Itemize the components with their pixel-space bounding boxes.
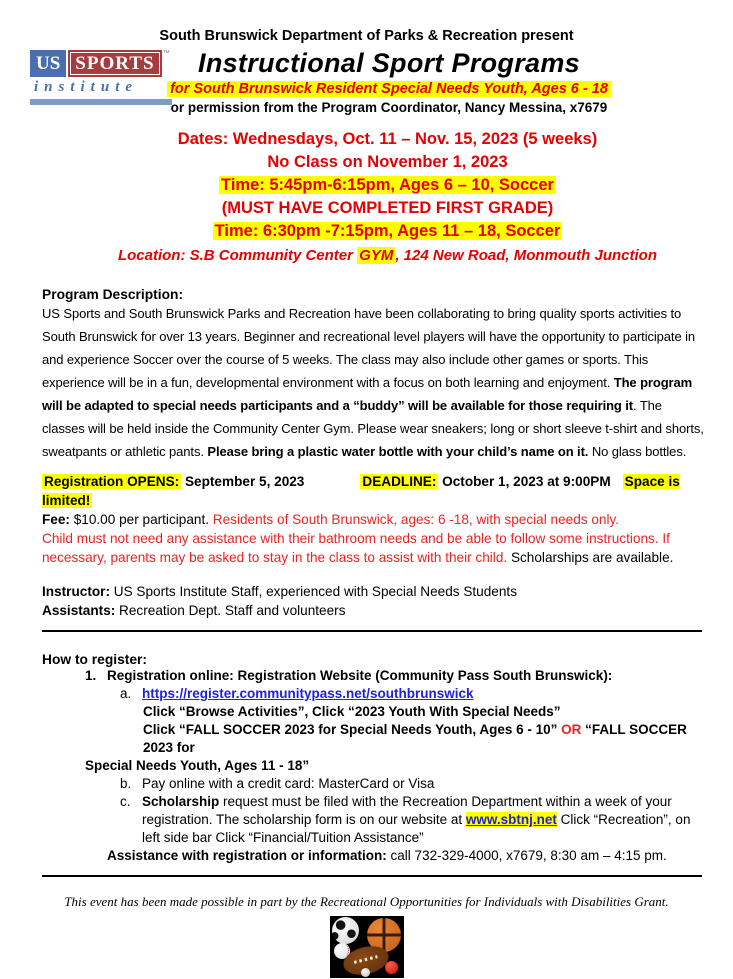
grade-note-line: (MUST HAVE COMPLETED FIRST GRADE) (221, 199, 554, 217)
assistants-line (42, 601, 705, 620)
location-post: , 124 New Road, Monmouth Junction (395, 247, 658, 264)
fee-restriction: Residents of South Brunswick, ages: 6 -18, with special needs only. (212, 512, 620, 527)
fall-soccer-pre: Click “FALL SOCCER 2023 for Special Needs Youth, Ages 6 - 10” (143, 722, 562, 737)
divider (42, 630, 702, 632)
subtitle-line (45, 80, 733, 98)
fall-soccer-wrap-text: Special Needs Youth, Ages 11 - 18” (85, 758, 310, 773)
subtitle-highlight: for South Brunswick Resident Special Needs Youth, Ages 6 - 18 (167, 81, 611, 97)
list-letter-c: c. (120, 794, 131, 809)
location-gym-highlight: GYM (359, 247, 394, 264)
list-item-a (120, 685, 705, 703)
logo-us-box: US (30, 50, 66, 77)
fee-label: Fee: (42, 512, 70, 527)
list-letter-b: b. (120, 776, 132, 791)
logo-sports-box: SPORTS (68, 50, 161, 77)
scholarship-text-2: Click “Recreation”, on left side bar Click “Financial/Tuition Assistance” (142, 812, 691, 845)
list-item-1 (85, 667, 705, 685)
red-ball-icon (385, 961, 398, 974)
instructor-line (42, 582, 705, 601)
fee-value: $10.00 per participant. (69, 512, 213, 527)
registration-opens-label: Registration OPENS: (44, 474, 180, 489)
fall-soccer-line (143, 721, 705, 757)
registration-dates-line (42, 472, 705, 510)
scholarship-bold: Scholarship (142, 794, 220, 809)
list-item-1-text: Registration online: Registration Website (Community Pass South Brunswick): (107, 668, 613, 683)
page-title: Instructional Sport Programs (198, 48, 580, 78)
browse-activities-line (143, 703, 705, 721)
assistance-label: Assistance with registration or information: (107, 848, 387, 863)
description-bold-2: Please bring a plastic water bottle with your child’s name on it. (207, 444, 589, 459)
requirements-text: Child must not need any assistance with their bathroom needs and be able to follow some instructions. If necessary, parents may be asked to stay in the class to assist with their child. (42, 531, 670, 565)
communitypass-link[interactable]: https://register.communitypass.net/southbrunswick (142, 686, 474, 701)
dates-line: Dates: Wednesdays, Oct. 11 – Nov. 15, 2023 (5 weeks) (177, 130, 598, 148)
or-word: OR (561, 722, 582, 737)
sbtnj-link[interactable]: www.sbtnj.net (465, 812, 557, 827)
no-class-line: No Class on November 1, 2023 (267, 153, 508, 171)
fall-soccer-post: “FALL SOCCER 2023 for (143, 722, 687, 755)
list-item-b (120, 775, 705, 793)
presenter-line: South Brunswick Department of Parks & Recreation present (159, 28, 574, 44)
staff-block (42, 582, 705, 620)
golf-ball-icon (361, 968, 370, 977)
description-text-2: . The classes will be held inside the Community Center Gym. Please wear sneakers; long or short sleeve t-shirt and shorts, sweatpants or athletic pants. (42, 398, 704, 459)
location-line (42, 245, 733, 266)
fall-soccer-wrap-line (85, 757, 705, 775)
trademark-symbol: ™ (162, 50, 170, 57)
list-letter-a: a. (120, 686, 132, 701)
time2-line (42, 220, 733, 242)
sports-balls-image (330, 916, 404, 978)
header-row (0, 48, 733, 126)
logo-institute-text: institute (34, 79, 139, 95)
deadline-label: DEADLINE: (362, 474, 437, 489)
time1-highlight: Time: 5:45pm-6:15pm, Ages 6 – 10, Soccer (221, 176, 554, 194)
grant-note: This event has been made possible in part by the Recreational Opportunities for Individuals with Disabilities Grant. (64, 894, 669, 909)
registration-opens-value: September 5, 2023 (181, 474, 305, 489)
assistants-label: Assistants: (42, 603, 116, 618)
time1-line (42, 174, 733, 196)
fall-soccer-text (143, 721, 705, 757)
assistance-value: call 732-329-4000, x7679, 8:30 am – 4:15 pm. (386, 848, 667, 863)
assistants-value: Recreation Dept. Staff and volunteers (115, 603, 346, 618)
space-limited-badge: Space is limited! (42, 474, 680, 508)
schedule-block (0, 128, 733, 266)
instructor-value: US Sports Institute Staff, experienced with Special Needs Students (109, 584, 517, 599)
deadline-value: October 1, 2023 at 9:00PM (438, 474, 611, 489)
location-pre: Location: S.B Community Center (117, 247, 358, 264)
main-content (0, 287, 733, 877)
list-item-c (120, 793, 705, 847)
list-number: 1. (85, 668, 97, 683)
soccer-ball-icon (332, 917, 359, 944)
scholarships-note: Scholarships are available. (507, 550, 674, 565)
description-bold-1: The program will be adapted to special needs participants and a “buddy” will be available for those requiring it (42, 375, 693, 413)
assistance-line (107, 847, 705, 865)
time2-highlight: Time: 6:30pm -7:15pm, Ages 11 – 18, Soccer (214, 222, 561, 240)
permission-line: or permission from the Program Coordinator, Nancy Messina, x7679 (170, 100, 608, 115)
scholarship-text-1: request must be filed with the Recreation Department within a week of your registration. The scholarship form is on our website at (142, 794, 672, 827)
assistance-text (107, 847, 667, 865)
fee-line (42, 510, 705, 529)
instructor-label: Instructor: (42, 584, 110, 599)
divider (42, 875, 702, 877)
requirements-paragraph (42, 529, 705, 567)
scholarship-paragraph (142, 793, 705, 847)
pay-online-text: Pay online with a credit card: MasterCard or Visa (142, 776, 435, 791)
description-text-1: US Sports and South Brunswick Parks and Recreation have been collaborating to bring quality sports activities to South Brunswick for over 13 years. Beginner and recreational level players will have the opportunity to participate in and experience Soccer over the course of 5 weeks. The class may also include other games or sports. This experience will be in a fun, developmental environment with a focus on both learning and enjoyment. (42, 306, 696, 390)
program-description-heading: Program Description: (42, 287, 184, 302)
program-description-paragraph (42, 302, 705, 463)
browse-activities-text: Click “Browse Activities”, Click “2023 Youth With Special Needs” (143, 704, 561, 719)
description-text-3: No glass bottles. (588, 444, 687, 459)
how-to-register-heading: How to register: (42, 652, 148, 667)
title-block (45, 48, 733, 115)
